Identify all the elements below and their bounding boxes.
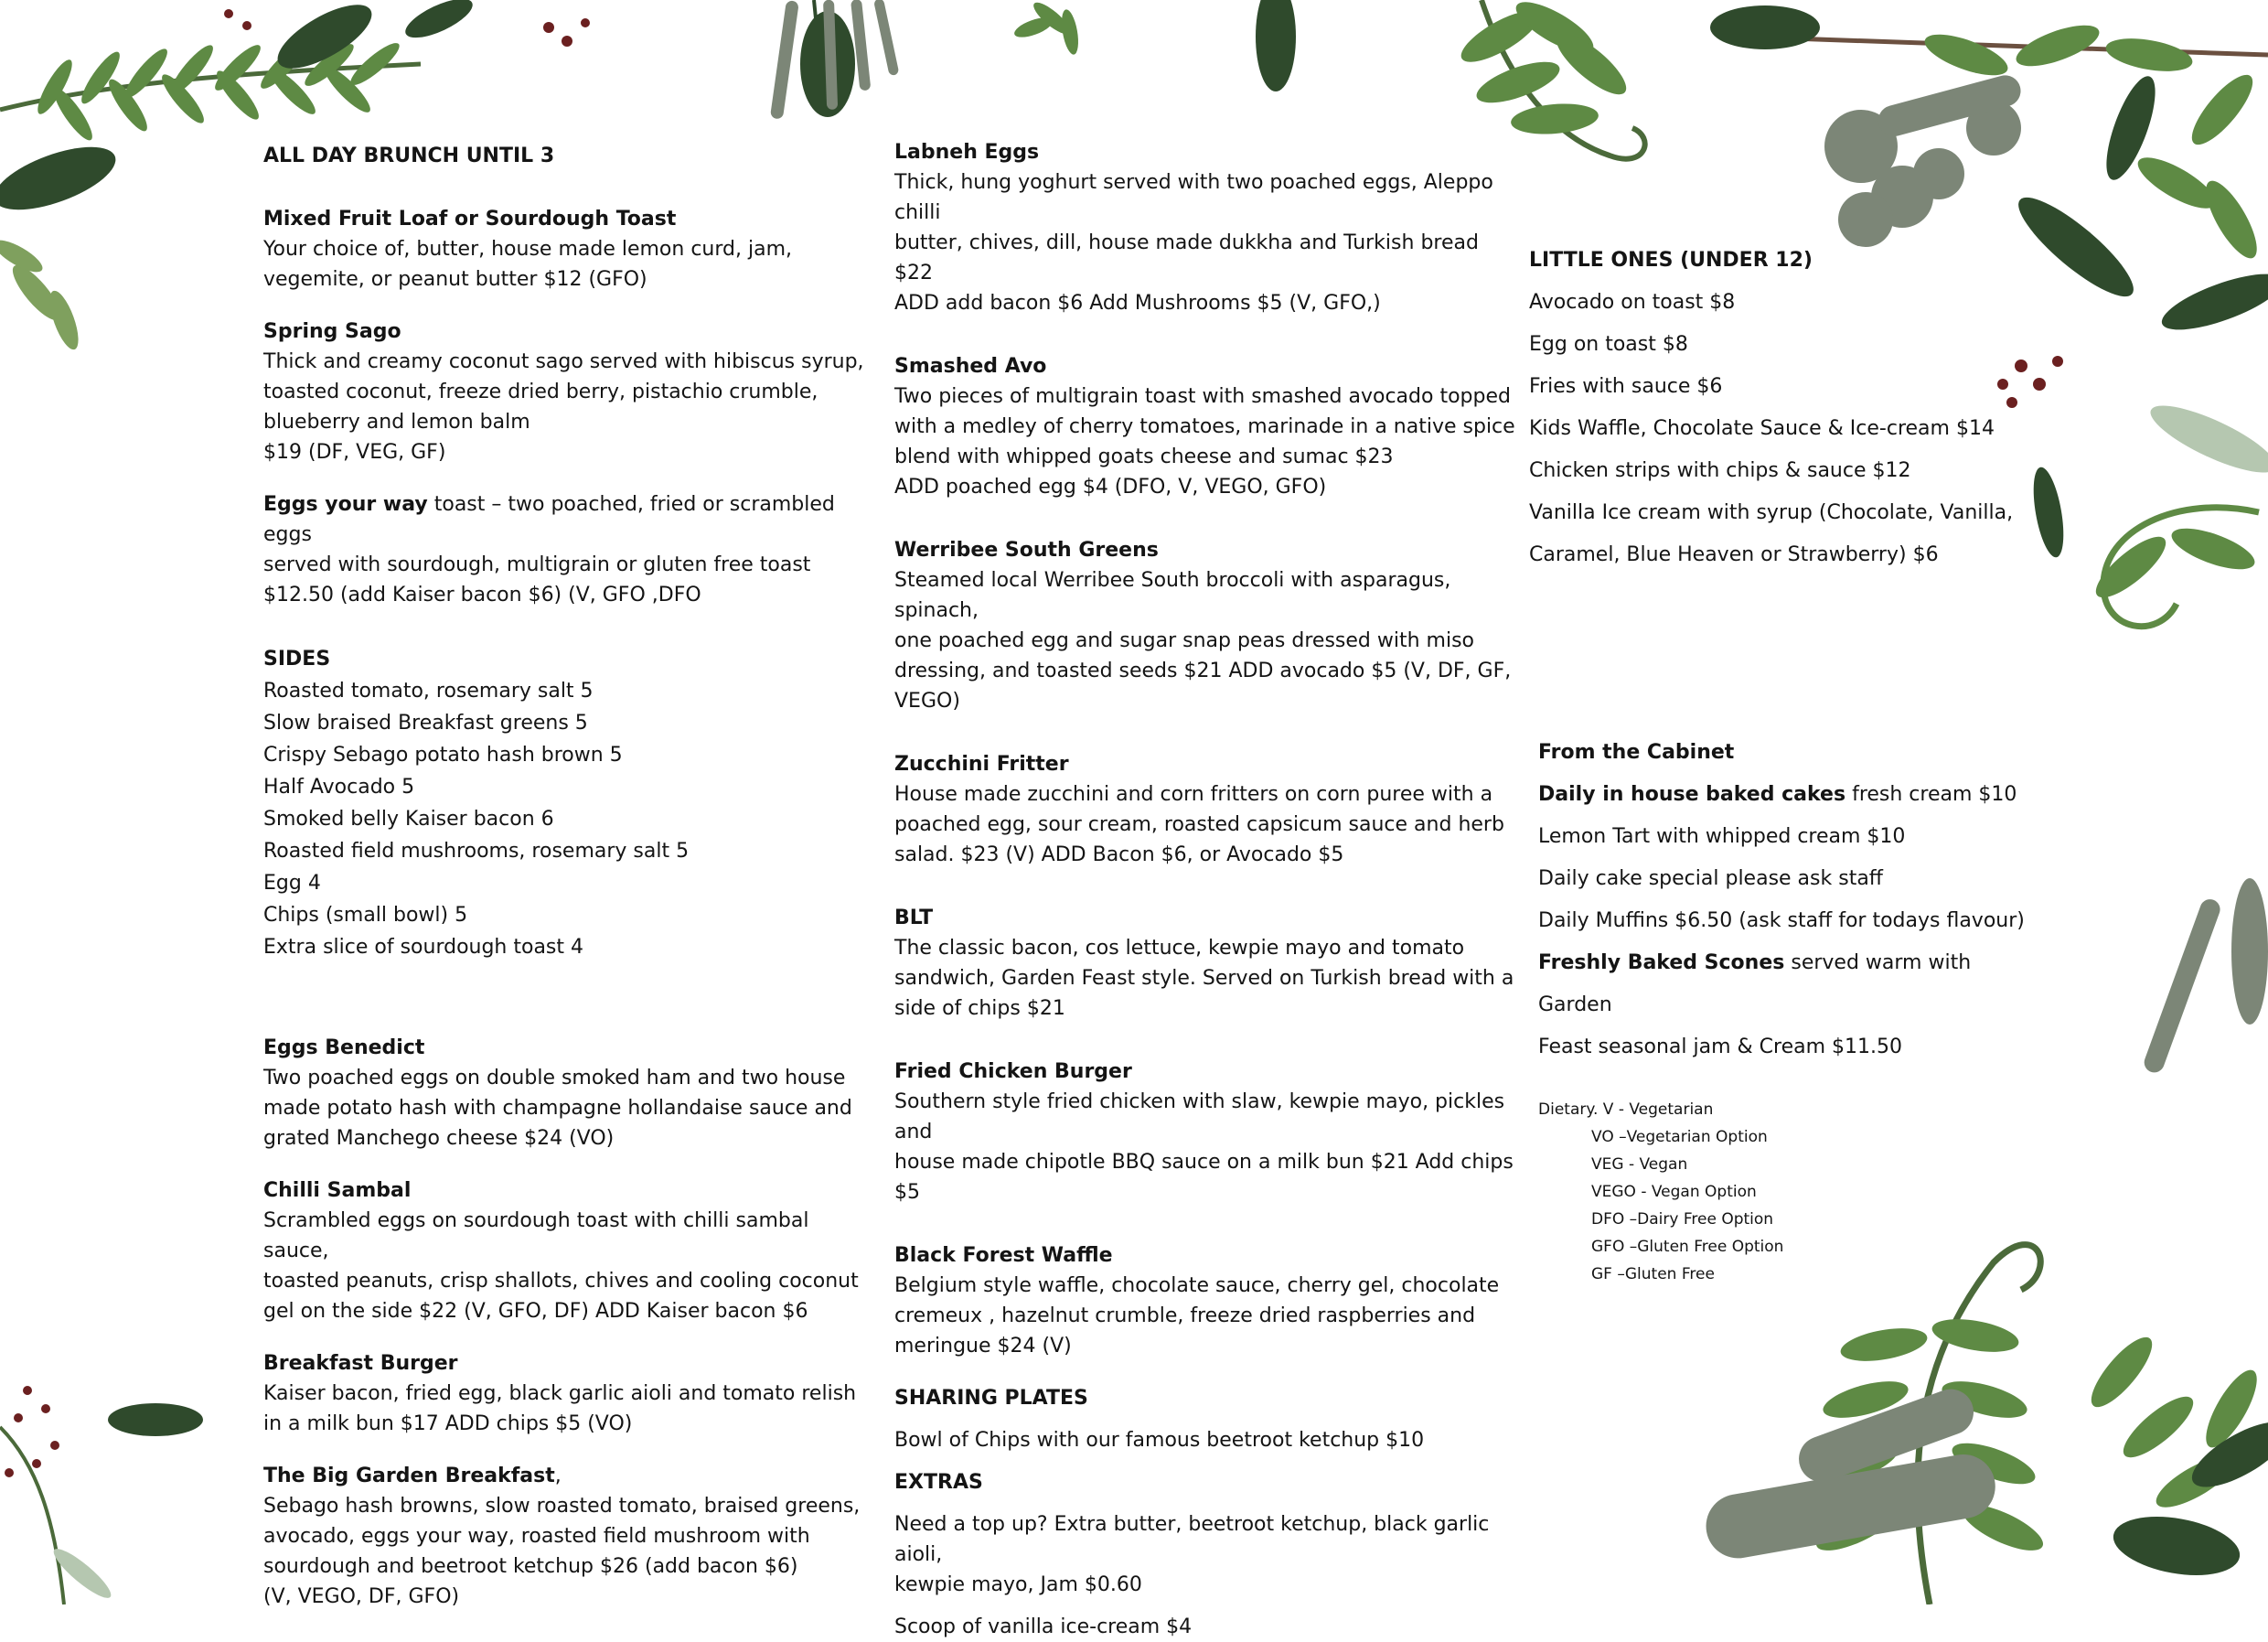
sharing-item: Bowl of Chips with our famous beetroot ketchup $10	[894, 1429, 1425, 1452]
item-desc: side of chips $21	[894, 997, 1065, 1020]
item-desc: cremeux , hazelnut crumble, freeze dried raspberries and	[894, 1304, 1476, 1327]
item-desc: gel on the side $22 (V, GFO, DF) ADD Kaiser bacon $6	[263, 1300, 808, 1323]
item-title: Chilli Sambal	[263, 1179, 412, 1202]
section-heading-sharing-plates: SHARING PLATES	[894, 1387, 1088, 1410]
item-desc: blend with whipped goats cheese and sumac $23	[894, 445, 1394, 468]
menu-item-smashed-avo	[894, 351, 1516, 502]
section-heading-sides: SIDES	[263, 648, 331, 671]
item-desc: served with sourdough, multigrain or gluten free toast	[263, 553, 811, 576]
item-title-suffix: ,	[554, 1465, 562, 1487]
cabinet-section	[1538, 732, 2050, 1288]
item-title: Breakfast Burger	[263, 1352, 458, 1375]
menu-item-zucchini-fritter	[894, 749, 1516, 870]
kids-item: Fries with sauce $6	[1529, 375, 1723, 398]
item-desc: house made chipotle BBQ sauce on a milk bun $21 Add chips	[894, 1151, 1514, 1174]
side-item: Extra slice of sourdough toast 4	[263, 936, 584, 959]
item-desc: Southern style fried chicken with slaw, kewpie mayo, pickles and	[894, 1090, 1505, 1143]
menu-item-fruit-loaf	[263, 204, 867, 295]
cabinet-item-desc: served warm with Garden	[1538, 951, 1972, 1016]
dietary-item: GF –Gluten Free	[1591, 1265, 1715, 1283]
item-desc: Thick, hung yoghurt served with two poached eggs, Aleppo chilli	[894, 171, 1493, 224]
item-desc: The classic bacon, cos lettuce, kewpie mayo and tomato	[894, 937, 1465, 960]
item-desc: $19 (DF, VEG, GF)	[263, 441, 446, 464]
cabinet-item-desc: fresh cream $10	[1845, 783, 2017, 806]
dietary-item: GFO –Gluten Free Option	[1591, 1238, 1784, 1256]
item-desc: toasted peanuts, crisp shallots, chives and cooling coconut	[263, 1270, 859, 1293]
item-title: Fried Chicken Burger	[894, 1060, 1132, 1083]
section-heading-cabinet: From the Cabinet	[1538, 741, 1735, 764]
item-desc: Sebago hash browns, slow roasted tomato, braised greens,	[263, 1495, 861, 1518]
item-title: Smashed Avo	[894, 355, 1047, 378]
fern-top-center-icon	[770, 0, 1296, 120]
item-desc: Thick and creamy coconut sago served with hibiscus syrup,	[263, 350, 864, 373]
kids-item: Kids Waffle, Chocolate Sauce & Ice-cream $14	[1529, 417, 1995, 440]
item-desc: ADD poached egg $4 (DFO, V, VEGO, GFO)	[894, 476, 1327, 499]
dietary-item: DFO –Dairy Free Option	[1591, 1210, 1774, 1229]
item-title: Werribee South Greens	[894, 539, 1159, 562]
item-title: BLT	[894, 907, 934, 929]
item-desc: grated Manchego cheese $24 (VO)	[263, 1127, 615, 1150]
side-item: Chips (small bowl) 5	[263, 904, 468, 927]
item-desc: $12.50 (add Kaiser bacon $6) (V, GFO ,DFO	[263, 584, 701, 606]
item-title: The Big Garden Breakfast	[263, 1465, 555, 1487]
menu-item-big-garden-breakfast	[263, 1461, 867, 1612]
item-desc: dressing, and toasted seeds $21 ADD avocado $5 (V, DF, GF,	[894, 660, 1512, 682]
dietary-item: VEG - Vegan	[1591, 1155, 1688, 1174]
extras-desc: Need a top up? Extra butter, beetroot ketchup, black garlic aioli,	[894, 1513, 1490, 1566]
fern-right-edge-icon	[2142, 878, 2268, 1075]
item-desc: poached egg, sour cream, roasted capsicum sauce and herb	[894, 813, 1504, 836]
dietary-legend	[1538, 1096, 2050, 1288]
section-heading-all-day-brunch: ALL DAY BRUNCH UNTIL 3	[263, 145, 555, 167]
cabinet-item-title: Daily in house baked cakes	[1538, 783, 1846, 806]
item-title-line	[263, 489, 867, 550]
item-desc: VEGO)	[894, 690, 960, 713]
menu-column-mains	[894, 137, 1516, 1642]
item-title: Labneh Eggs	[894, 141, 1040, 164]
cabinet-item	[1538, 774, 2050, 816]
side-item: Half Avocado 5	[263, 776, 415, 799]
dietary-item: VEGO - Vegan Option	[1591, 1183, 1757, 1201]
item-desc: Scrambled eggs on sourdough toast with chilli sambal sauce,	[263, 1209, 809, 1262]
side-item: Crispy Sebago potato hash brown 5	[263, 744, 623, 767]
item-title: Black Forest Waffle	[894, 1244, 1113, 1267]
item-desc: butter, chives, dill, house made dukkha and Turkish bread $22	[894, 231, 1479, 284]
menu-item-eggs-benedict	[263, 1033, 867, 1154]
item-title-line	[263, 1461, 867, 1491]
dietary-item: VO –Vegetarian Option	[1591, 1128, 1768, 1146]
menu-item-werribee-south-greens	[894, 535, 1516, 716]
item-desc: in a milk bun $17 ADD chips $5 (VO)	[263, 1412, 633, 1435]
item-title: Zucchini Fritter	[894, 753, 1069, 776]
sharing-plates-section	[894, 1383, 1516, 1455]
item-desc: Two poached eggs on double smoked ham and two house	[263, 1067, 846, 1089]
item-desc: blueberry and lemon balm	[263, 411, 530, 434]
item-desc: Your choice of, butter, house made lemon curd, jam,	[263, 238, 792, 261]
section-heading-extras: EXTRAS	[894, 1471, 983, 1494]
extras-desc: kewpie mayo, Jam $0.60	[894, 1573, 1142, 1596]
sides-section	[263, 643, 867, 963]
kids-item: Avocado on toast $8	[1529, 291, 1736, 314]
side-item: Roasted tomato, rosemary salt 5	[263, 680, 594, 703]
fern-bottom-left-icon	[0, 1386, 203, 1604]
item-desc: vegemite, or peanut butter $12 (GFO)	[263, 268, 647, 291]
menu-item-breakfast-burger	[263, 1348, 867, 1439]
kids-item: Egg on toast $8	[1529, 333, 1688, 356]
item-desc: Steamed local Werribee South broccoli with asparagus, spinach,	[894, 569, 1451, 622]
item-desc: with a medley of cherry tomatoes, marinade in a native spice	[894, 415, 1515, 438]
cabinet-item: Feast seasonal jam & Cream $11.50	[1538, 1036, 1902, 1058]
cabinet-item	[1538, 942, 2050, 1026]
menu-item-chilli-sambal	[263, 1175, 867, 1326]
item-desc: salad. $23 (V) ADD Bacon $6, or Avocado $5	[894, 843, 1344, 866]
fern-bottom-right-icon	[1701, 1245, 2268, 1604]
item-desc: meringue $24 (V)	[894, 1335, 1072, 1358]
extras-item: Scoop of vanilla ice-cream $4	[894, 1615, 1193, 1638]
kids-item: Vanilla Ice cream with syrup (Chocolate, Vanilla,	[1529, 501, 2014, 524]
side-item: Smoked belly Kaiser bacon 6	[263, 808, 554, 831]
kids-item: Chicken strips with chips & sauce $12	[1529, 459, 1911, 482]
menu-item-blt	[894, 903, 1516, 1024]
menu-item-fried-chicken-burger	[894, 1057, 1516, 1207]
item-desc: avocado, eggs your way, roasted field mushroom with	[263, 1525, 810, 1548]
little-ones-section	[1529, 240, 2041, 576]
item-desc: made potato hash with champagne hollandaise sauce and	[263, 1097, 852, 1120]
menu-item-spring-sago	[263, 317, 867, 467]
section-heading-little-ones: LITTLE ONES (UNDER 12)	[1529, 249, 1813, 272]
menu-item-eggs-your-way	[263, 489, 867, 610]
cabinet-item: Lemon Tart with whipped cream $10	[1538, 825, 1906, 848]
dietary-title: Dietary. V - Vegetarian	[1538, 1100, 1714, 1119]
item-desc: Kaiser bacon, fried egg, black garlic aioli and tomato relish	[263, 1382, 857, 1405]
menu-item-black-forest-waffle	[894, 1240, 1516, 1361]
item-title: Eggs Benedict	[263, 1036, 425, 1059]
item-desc: sandwich, Garden Feast style. Served on Turkish bread with a	[894, 967, 1514, 990]
item-desc: Belgium style waffle, chocolate sauce, cherry gel, chocolate	[894, 1274, 1500, 1297]
side-item: Slow braised Breakfast greens 5	[263, 712, 588, 735]
side-item: Egg 4	[263, 872, 321, 895]
item-title: Eggs your way	[263, 493, 428, 516]
item-title: Mixed Fruit Loaf or Sourdough Toast	[263, 208, 677, 231]
extras-section	[894, 1467, 1516, 1642]
item-desc: sourdough and beetroot ketchup $26 (add bacon $6)	[263, 1555, 798, 1578]
cabinet-item-title: Freshly Baked Scones	[1538, 951, 1785, 974]
side-item: Roasted field mushrooms, rosemary salt 5	[263, 840, 690, 863]
menu-item-labneh-eggs	[894, 137, 1516, 318]
item-desc: toasted coconut, freeze dried berry, pistachio crumble,	[263, 381, 818, 403]
item-desc: $5	[894, 1181, 920, 1204]
item-desc: Two pieces of multigrain toast with smashed avocado topped	[894, 385, 1511, 408]
kids-item: Caramel, Blue Heaven or Strawberry) $6	[1529, 543, 1939, 566]
item-desc: ADD add bacon $6 Add Mushrooms $5 (V, GFO,)	[894, 292, 1381, 315]
item-desc: toast – two poached, fried or scrambled eggs	[263, 493, 835, 546]
item-title: Spring Sago	[263, 320, 401, 343]
cabinet-item: Daily cake special please ask staff	[1538, 867, 1883, 890]
cabinet-item: Daily Muffins $6.50 (ask staff for todays flavour)	[1538, 909, 2025, 932]
item-desc: House made zucchini and corn fritters on corn puree with a	[894, 783, 1493, 806]
item-desc: one poached egg and sugar snap peas dressed with miso	[894, 629, 1474, 652]
item-desc: (V, VEGO, DF, GFO)	[263, 1585, 460, 1608]
menu-column-brunch	[263, 141, 867, 1612]
